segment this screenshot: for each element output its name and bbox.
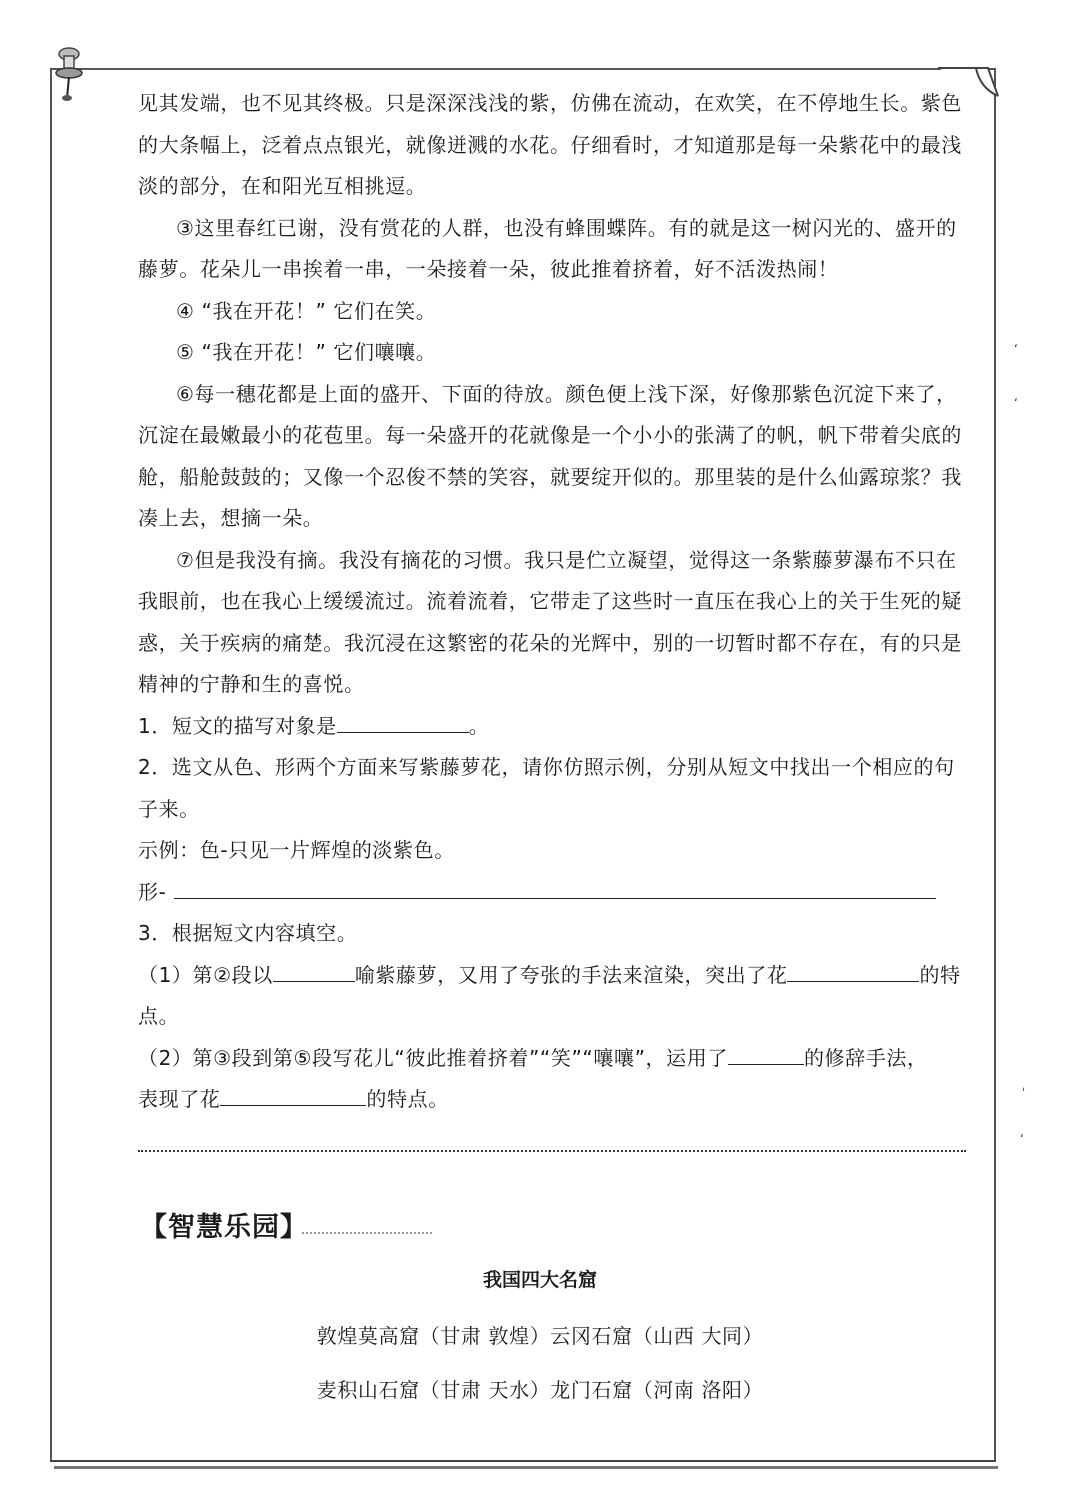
scan-mark: ˌ (1022, 1078, 1026, 1092)
pushpin-icon (52, 46, 86, 106)
question-3-1-mid: 喻紫藤萝，又用了夸张的手法来渲染，突出了花 (354, 962, 788, 987)
document-content (138, 83, 968, 1121)
question-2: 2．选文从色、形两个方面来写紫藤萝花，请你仿照示例，分别从短文中找出一个相应的句 (138, 755, 955, 779)
question-3-2-cont-end: 的特点。 (366, 1087, 449, 1111)
question-3-1-end: 的特 (919, 962, 961, 987)
scan-mark: ʻ (1014, 342, 1018, 356)
shape-label: 形- (138, 879, 167, 904)
question-3: 3．根据短文内容填空。 (138, 921, 358, 945)
passage-line: 淡的部分，在和阳光互相挑逗。 (138, 174, 427, 198)
paragraph-6-cont: 凑上去，想摘一朵。 (138, 506, 324, 530)
section-title: 【智慧乐园】 (140, 1212, 308, 1243)
paragraph-7-cont: 惑，关于疾病的痛楚。我沉浸在这繁密的花朵的光辉中，别的一切暂时都不存在，有的只是 (138, 630, 962, 655)
question-3-2-cont (138, 1079, 968, 1121)
question-1-end: 。 (468, 713, 490, 738)
section-title-dots (302, 1232, 432, 1234)
question-3-1 (138, 955, 968, 997)
paragraph-7: ⑦但是我没有摘。我没有摘花的习惯。我只是伫立凝望，觉得这一条紫藤萝瀑布不只在 (176, 547, 957, 572)
question-3-2-cont-text: 表现了花 (138, 1087, 221, 1111)
grottoes-row-1: 敦煌莫高窟（甘肃 敦煌）云冈石窟（山西 大同） (316, 1324, 764, 1348)
question-3-2-end: 的修辞手法， (803, 1045, 928, 1070)
question-3-2-text: （2）第③段到第⑤段写花儿“彼此推着挤着”“笑”“嚷嚷”，运用了 (138, 1045, 728, 1070)
paragraph-3-cont: 藤萝。花朵儿一串挨着一串，一朵接着一朵，彼此推着挤着，好不活泼热闹！ (138, 257, 839, 281)
passage-line: 见其发端，也不见其终极。只是深深浅浅的紫，仿佛在流动，在欢笑，在不停地生长。紫色 (138, 91, 962, 115)
passage-line: 的大条幅上，泛着点点银光，就像迸溅的水花。仔细看时，才知道那是每一朵紫花中的最浅 (138, 132, 962, 157)
question-2-cont: 子来。 (138, 796, 200, 821)
paragraph-4: ④ “我在开花！” 它们在笑。 (176, 298, 437, 323)
frame-shadow-line-2 (54, 1466, 998, 1469)
paragraph-6: ⑥每一穗花都是上面的盛开、下面的待放。颜色便上浅下深，好像那紫色沉淀下来了， (176, 381, 957, 406)
shape-answer-line (138, 872, 968, 914)
answer-blank-3-2a[interactable] (728, 1042, 804, 1065)
question-1-text: 1．短文的描写对象是 (138, 713, 337, 738)
paragraph-3: ③这里春红已谢，没有赏花的人群，也没有蜂围蝶阵。有的就是这一树闪光的、盛开的 (176, 215, 957, 240)
example-line: 示例：色-只见一片辉煌的淡紫色。 (138, 838, 455, 862)
scan-mark: ʻ (1020, 1132, 1024, 1146)
answer-blank-1[interactable] (337, 710, 469, 733)
answer-blank-shape[interactable] (174, 876, 936, 899)
answer-blank-3-1a[interactable] (273, 959, 355, 982)
answer-blank-3-1b[interactable] (787, 959, 919, 982)
paragraph-6-cont: 沉淀在最嫩最小的花苞里。每一朵盛开的花就像是一个小小的张满了的帆，帆下带着尖底的 (138, 423, 962, 447)
question-1 (138, 706, 968, 748)
paragraph-6-cont: 舱，船舱鼓鼓的；又像一个忍俊不禁的笑容，就要绽开似的。那里装的是什么仙露琼浆？我 (138, 464, 962, 489)
question-3-1-text: （1）第②段以 (138, 962, 273, 987)
answer-blank-3-2b[interactable] (220, 1083, 366, 1106)
question-3-1-cont: 点。 (138, 1004, 180, 1028)
paragraph-7-cont: 精神的宁静和生的喜悦。 (138, 672, 365, 696)
section-divider (138, 1150, 966, 1152)
paragraph-7-cont: 我眼前，也在我心上缓缓流过。流着流着，它带走了这些时一直压在我心上的关于生死的疑 (138, 589, 962, 613)
scan-mark: ʻ (1014, 396, 1018, 410)
question-3-2 (138, 1038, 968, 1080)
grottoes-title: 我国四大名窟 (482, 1269, 597, 1291)
paragraph-5: ⑤ “我在开花！” 它们嚷嚷。 (176, 340, 437, 364)
frame-shadow-line (50, 1460, 996, 1462)
grottoes-row-2: 麦积山石窟（甘肃 天水）龙门石窟（河南 洛阳） (316, 1378, 764, 1402)
